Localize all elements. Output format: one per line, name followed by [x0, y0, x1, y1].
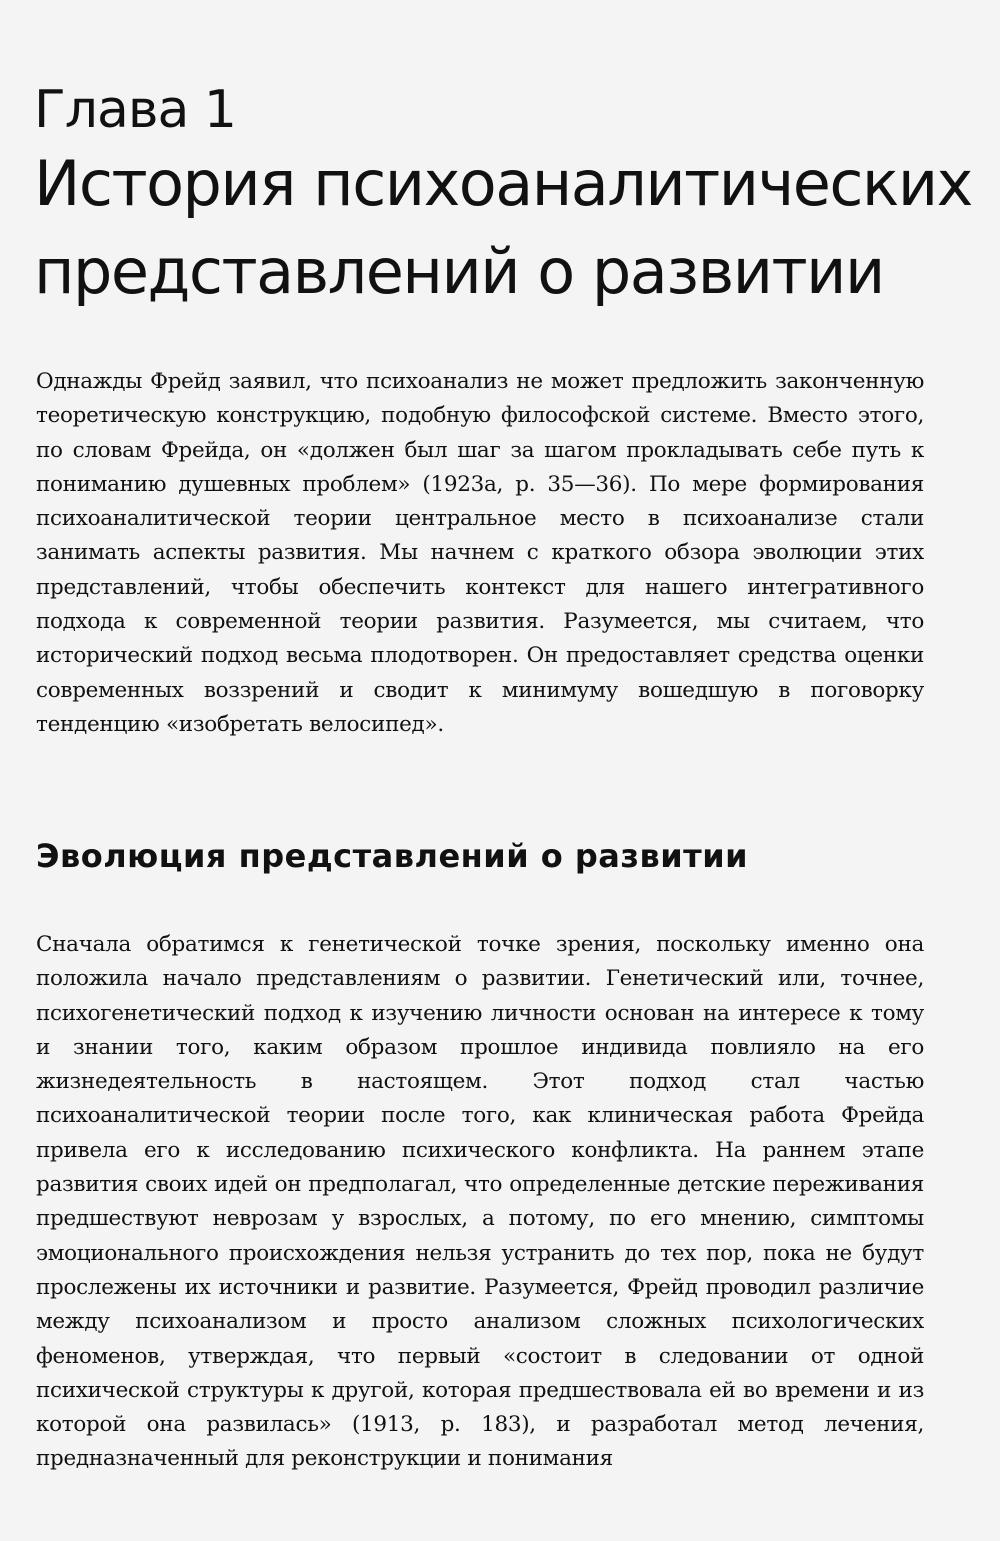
- chapter-label: Глава 1: [34, 80, 236, 140]
- chapter-title: История психоаналитических представлений о развитии: [34, 147, 972, 308]
- intro-paragraph: Однажды Фрейд заявил, что психоанализ не может предложить законченную теоретическую конструкцию, подобную философской системе. Вместо этого, по словам Фрейда, он «должен был шаг за шагом прокладывать себе путь к пониманию душевных проблем» (1923a, p. 35—36). По мере формирования психоаналитической теории центральное место в психоанализе стали занимать аспекты развития. Мы начнем с краткого обзора эволюции этих представлений, чтобы обеспечить контекст для нашего интегративного подхода к современной теории развития. Разумеется, мы считаем, что исторический подход весьма плодотворен. Он предоставляет средства оценки современных воззрений и сводит к минимуму вошедшую в поговорку тенденцию «изобретать велосипед».: [36, 369, 924, 737]
- section-heading: Эволюция представлений о развитии: [36, 837, 749, 875]
- section-paragraph: Сначала обратимся к генетической точке зрения, поскольку именно она положила начало представлениям о развитии. Генетический или, точнее, психогенетический подход к изучению личности основан на интересе к тому и знании того, каким образом прошлое индивида повлияло на его жизнедеятельность в настоящем. Этот подход стал частью психоаналитической теории после того, как клиническая работа Фрейда привела его к исследованию психического конфликта. На раннем этапе развития своих идей он предполагал, что определенные детские переживания предшествуют неврозам у взрослых, а потому, по его мнению, симптомы эмоционального происхождения нельзя устранить до тех пор, пока не будут прослежены их источники и развитие. Разумеется, Фрейд проводил различие между психоанализом и просто анализом сложных психологических феноменов, утверждая, что первый «состоит в следовании от одной психической структуры к другой, которая предшествовала ей во времени и из которой она развилась» (1913, p. 183), и разработал метод лечения, предназначенный для реконструкции и понимания: [36, 932, 924, 1472]
